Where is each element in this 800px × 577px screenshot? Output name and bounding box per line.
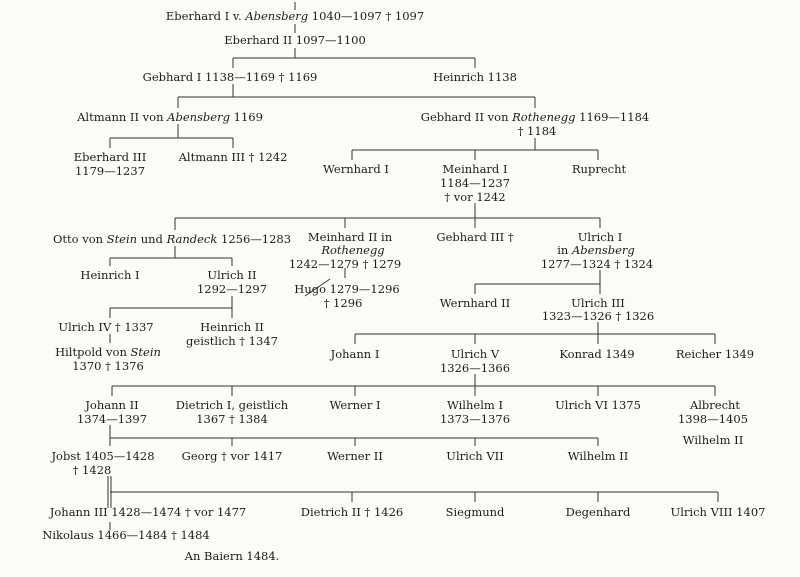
person-meinhard-ii: Meinhard II in xyxy=(307,230,393,244)
person-albrecht: Albrecht xyxy=(689,398,741,412)
person-nikolaus: Nikolaus 1466—1484 † 1484 xyxy=(42,528,210,542)
person-ulrich-vi: Ulrich VI 1375 xyxy=(555,398,641,412)
person-gebhard-iii: Gebhard III † xyxy=(436,230,514,244)
person-wernhard-i: Wernhard I xyxy=(323,162,389,176)
person-jobst-death: † 1428 xyxy=(72,463,112,477)
person-gebhard-ii: Gebhard II von Rothenegg 1169—1184 xyxy=(420,110,650,124)
person-ulrich-ii-dates: 1292—1297 xyxy=(196,282,268,296)
person-wilhelm-ii: Wilhelm II xyxy=(567,449,629,463)
person-heinrich-ii-note: geistlich † 1347 xyxy=(186,334,278,348)
person-jobst: Jobst 1405—1428 xyxy=(51,449,155,463)
person-altmann-iii: Altmann III † 1242 xyxy=(178,150,288,164)
person-meinhard-ii-dates: 1242—1279 † 1279 xyxy=(288,257,402,271)
person-eberhard-i: Eberhard I v. Abensberg 1040—1097 † 1097 xyxy=(165,9,425,23)
person-meinhard-i: Meinhard I xyxy=(442,162,508,176)
person-wilhelm-i: Wilhelm I xyxy=(447,398,503,412)
person-eberhard-ii: Eberhard II 1097—1100 xyxy=(224,33,366,47)
person-hugo-death: † 1296 xyxy=(323,296,363,310)
place-name: Abensberg xyxy=(167,110,230,124)
place-name: Abensberg xyxy=(571,243,635,257)
person-ulrich-vii: Ulrich VII xyxy=(446,449,504,463)
person-werner-i: Werner I xyxy=(329,398,381,412)
person-eberhard-iii-dates: 1179—1237 xyxy=(74,164,146,178)
person-werner-ii: Werner II xyxy=(327,449,383,463)
person-ruprecht: Ruprecht xyxy=(571,162,627,176)
person-ulrich-viii: Ulrich VIII 1407 xyxy=(670,505,766,519)
place-name: Abensberg xyxy=(245,9,309,23)
person-dietrich-ii: Dietrich II † 1426 xyxy=(300,505,404,519)
person-johann-i: Johann I xyxy=(330,347,380,361)
person-konrad: Konrad 1349 xyxy=(559,347,635,361)
person-hugo: Hugo 1279—1296 xyxy=(294,282,400,296)
person-johann-ii-dates: 1374—1397 xyxy=(76,412,148,426)
person-siegmund: Siegmund xyxy=(445,505,505,519)
person-ulrich-i-dates: 1277—1324 † 1324 xyxy=(540,257,654,271)
person-meinhard-ii-place xyxy=(321,243,384,257)
person-eberhard-iii: Eberhard III xyxy=(73,150,147,164)
place-name: Randeck xyxy=(166,232,218,246)
person-heinrich-i: Heinrich I xyxy=(80,268,140,282)
place-name: Stein xyxy=(106,232,138,246)
person-meinhard-i-dates: 1184—1237 xyxy=(439,176,511,190)
person-meinhard-i-death: † vor 1242 xyxy=(444,190,506,204)
person-ulrich-v: Ulrich V xyxy=(450,347,500,361)
person-reicher: Reicher 1349 xyxy=(675,347,755,361)
note-an-baiern: An Baiern 1484. xyxy=(184,549,280,563)
person-ulrich-v-dates: 1326—1366 xyxy=(439,361,511,375)
person-heinrich-1138: Heinrich 1138 xyxy=(433,70,517,84)
person-ulrich-ii: Ulrich II xyxy=(207,268,257,282)
person-ulrich-iii: Ulrich III xyxy=(571,296,625,310)
person-hiltpold: Hiltpold von Stein xyxy=(55,345,161,359)
person-gebhard-ii-death: † 1184 xyxy=(517,124,557,138)
person-ulrich-i: Ulrich I xyxy=(577,230,623,244)
place-name: Stein xyxy=(130,345,161,359)
person-dietrich-i-dates: 1367 † 1384 xyxy=(196,412,268,426)
person-dietrich-i: Dietrich I, geistlich xyxy=(175,398,289,412)
person-ulrich-i-place: in Abensberg xyxy=(557,243,635,257)
person-altmann-ii: Altmann II von Abensberg 1169 xyxy=(77,110,263,124)
person-hiltpold-dates: 1370 † 1376 xyxy=(72,359,144,373)
person-otto: Otto von Stein und Randeck 1256—1283 xyxy=(52,232,292,246)
place-name: Rothenegg xyxy=(512,110,576,124)
person-degenhard: Degenhard xyxy=(565,505,631,519)
person-wernhard-ii: Wernhard II xyxy=(439,296,511,310)
person-georg: Georg † vor 1417 xyxy=(181,449,283,463)
place-name: Rothenegg xyxy=(321,243,385,257)
person-gebhard-i: Gebhard I 1138—1169 † 1169 xyxy=(142,70,318,84)
person-ulrich-iv: Ulrich IV † 1337 xyxy=(58,320,154,334)
person-johann-iii: Johann III 1428—1474 † vor 1477 xyxy=(49,505,247,519)
person-johann-ii: Johann II xyxy=(85,398,139,412)
person-albrecht-dates: 1398—1405 xyxy=(677,412,749,426)
person-wilhelm-i-dates: 1373—1376 xyxy=(439,412,511,426)
person-ulrich-iii-dates: 1323—1326 † 1326 xyxy=(541,309,655,323)
person-albrecht-wilhelm-ii: Wilhelm II xyxy=(682,433,744,447)
person-heinrich-ii: Heinrich II xyxy=(200,320,264,334)
